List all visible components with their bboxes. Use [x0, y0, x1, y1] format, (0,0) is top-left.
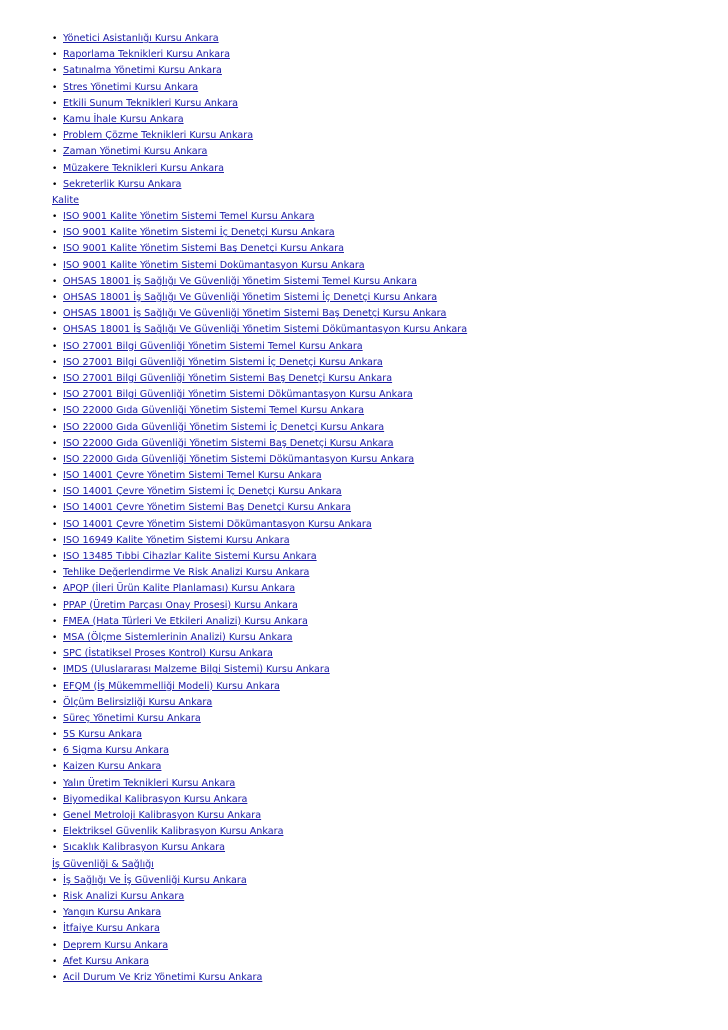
bullet-icon: •	[52, 293, 58, 303]
course-link[interactable]: ISO 27001 Bilgi Güvenliği Yönetim Sistemi Baş Denetçi Kursu Ankara	[63, 372, 393, 384]
bullet-icon: •	[52, 665, 58, 676]
bullet-icon: •	[52, 584, 58, 595]
bullet-icon: •	[52, 632, 58, 643]
list-item	[52, 80, 712, 96]
course-link[interactable]: Sıcaklık Kalibrasyon Kursu Ankara	[63, 842, 226, 854]
bullet-icon: •	[52, 891, 58, 902]
course-link[interactable]: OHSAS 18001 İş Sağlığı Ve Güvenliği Yönetim Sistemi İç Denetçi Kursu Ankara	[63, 292, 438, 303]
course-link[interactable]: ISO 27001 Bilgi Güvenliği Yönetim Sistemi Dökümantasyon Kursu Ankara	[63, 389, 413, 401]
bullet-icon: •	[52, 681, 58, 692]
course-link[interactable]: Kaizen Kursu Ankara	[63, 761, 162, 773]
course-link[interactable]: Risk Analizi Kursu Ankara	[63, 890, 185, 902]
course-link[interactable]: OHSAS 18001 İş Sağlığı Ve Güvenliği Yönetim Sistemi Dökümantasyon Kursu Ankara	[63, 324, 468, 336]
course-link[interactable]: ISO 9001 Kalite Yönetim Sistemi İç Denetçi Kursu Ankara	[63, 227, 335, 239]
list-item	[52, 873, 712, 889]
bullet-icon: •	[52, 50, 58, 61]
list-item	[52, 808, 712, 824]
bullet-icon: •	[52, 794, 58, 805]
list-item	[52, 500, 712, 516]
list-item	[52, 776, 712, 792]
course-link[interactable]: Tehlike Değerlendirme Ve Risk Analizi Kursu Ankara	[63, 567, 310, 579]
list-item	[52, 258, 712, 274]
list-item	[52, 63, 712, 79]
list-item	[52, 436, 712, 452]
course-link[interactable]: Zaman Yönetimi Kursu Ankara	[63, 146, 208, 158]
course-link[interactable]: ISO 27001 Bilgi Güvenliği Yönetim Sistemi Temel Kursu Ankara	[63, 340, 363, 352]
course-link[interactable]: ISO 9001 Kalite Yönetim Sistemi Dokümantasyon Kursu Ankara	[63, 259, 365, 271]
list-item	[52, 128, 712, 144]
bullet-icon: •	[52, 940, 58, 951]
bullet-icon: •	[52, 260, 58, 271]
bullet-icon: •	[52, 341, 58, 352]
course-link[interactable]: SPC (İstatiksel Proses Kontrol) Kursu Ankara	[63, 648, 273, 660]
course-link[interactable]: ISO 9001 Kalite Yönetim Sistemi Temel Kursu Ankara	[63, 211, 315, 223]
list-item	[52, 452, 712, 468]
bullet-icon: •	[52, 924, 58, 935]
bullet-icon: •	[52, 276, 58, 287]
bullet-icon: •	[52, 212, 58, 223]
list-item	[52, 371, 712, 387]
list-item	[52, 938, 712, 954]
list-item	[52, 144, 712, 160]
list-item	[52, 662, 712, 678]
bullet-icon: •	[52, 697, 58, 708]
list-item	[52, 484, 712, 500]
course-link[interactable]: PPAP (Üretim Parçası Onay Prosesi) Kursu Ankara	[63, 599, 298, 611]
list-item	[52, 322, 712, 338]
course-link[interactable]: Deprem Kursu Ankara	[63, 939, 169, 951]
list-item	[52, 96, 712, 112]
bullet-icon: •	[52, 730, 58, 741]
course-link[interactable]: 5S Kursu Ankara	[63, 729, 142, 741]
bullet-icon: •	[52, 228, 58, 239]
list-item	[52, 565, 712, 581]
course-link[interactable]: Acil Durum Ve Kriz Yönetimi Kursu Ankara	[63, 971, 263, 983]
course-link[interactable]: ISO 14001 Çevre Yönetim Sistemi Dökümantasyon Kursu Ankara	[63, 518, 372, 530]
list-item	[52, 921, 712, 937]
list-item	[52, 517, 712, 533]
list-item	[52, 743, 712, 759]
bullet-icon: •	[52, 390, 58, 401]
bullet-icon: •	[52, 244, 58, 255]
section-heading	[52, 857, 712, 873]
course-link[interactable]: FMEA (Hata Türleri Ve Etkileri Analizi) Kursu Ankara	[63, 615, 308, 627]
list-item	[52, 177, 712, 193]
list-item	[52, 387, 712, 403]
bullet-icon: •	[52, 649, 58, 660]
section-heading-link[interactable]: İş Güvenliği & Sağlığı	[52, 858, 154, 870]
list-item	[52, 241, 712, 257]
bullet-icon: •	[52, 843, 58, 854]
course-link[interactable]: ISO 14001 Çevre Yönetim Sistemi Temel Kursu Ankara	[63, 470, 322, 482]
course-link[interactable]: OHSAS 18001 İş Sağlığı Ve Güvenliği Yönetim Sistemi Temel Kursu Ankara	[63, 275, 417, 287]
course-link[interactable]: Afet Kursu Ankara	[63, 955, 150, 967]
course-link[interactable]: ISO 9001 Kalite Yönetim Sistemi Baş Denetçi Kursu Ankara	[63, 243, 344, 255]
bullet-icon: •	[52, 373, 58, 384]
bullet-icon: •	[52, 114, 58, 125]
bullet-icon: •	[52, 438, 58, 449]
course-link[interactable]: ISO 22000 Gıda Güvenliği Yönetim Sistemi Baş Denetçi Kursu Ankara	[63, 437, 394, 449]
bullet-icon: •	[52, 875, 58, 886]
bullet-icon: •	[52, 325, 58, 336]
list-item	[52, 840, 712, 856]
list-item	[52, 646, 712, 662]
bullet-icon: •	[52, 147, 58, 158]
course-link[interactable]: ISO 13485 Tıbbi Cihazlar Kalite Sistemi Kursu Ankara	[63, 551, 317, 562]
bullet-icon: •	[52, 471, 58, 482]
bullet-icon: •	[52, 568, 58, 579]
list-item	[52, 679, 712, 695]
bullet-icon: •	[52, 82, 58, 93]
list-item	[52, 727, 712, 743]
course-link[interactable]: Satınalma Yönetimi Kursu Ankara	[63, 65, 222, 77]
course-link[interactable]: Raporlama Teknikleri Kursu Ankara	[63, 49, 230, 61]
bullet-icon: •	[52, 746, 58, 757]
list-item	[52, 225, 712, 241]
bullet-icon: •	[52, 908, 58, 919]
course-link[interactable]: Ölçüm Belirsizliği Kursu Ankara	[63, 696, 213, 708]
list-item	[52, 954, 712, 970]
list-item	[52, 533, 712, 549]
list-item	[52, 695, 712, 711]
list-item	[52, 306, 712, 322]
bullet-icon: •	[52, 309, 58, 320]
course-link[interactable]: ISO 14001 Çevre Yönetim Sistemi Baş Denetçi Kursu Ankara	[63, 502, 352, 514]
bullet-icon: •	[52, 827, 58, 838]
course-link[interactable]: Yangın Kursu Ankara	[63, 907, 162, 919]
list-item	[52, 549, 712, 565]
list-item	[52, 970, 712, 986]
bullet-icon: •	[52, 713, 58, 724]
course-link[interactable]: Biyomedikal Kalibrasyon Kursu Ankara	[63, 793, 248, 805]
list-item	[52, 355, 712, 371]
course-link[interactable]: OHSAS 18001 İş Sağlığı Ve Güvenliği Yönetim Sistemi Baş Denetçi Kursu Ankara	[63, 308, 447, 320]
course-link[interactable]: Stres Yönetimi Kursu Ankara	[63, 81, 199, 93]
list-item	[52, 792, 712, 808]
course-link[interactable]: Yönetici Asistanlığı Kursu Ankara	[63, 33, 219, 44]
course-link[interactable]: 6 Sigma Kursu Ankara	[63, 745, 169, 757]
bullet-icon: •	[52, 762, 58, 773]
bullet-icon: •	[52, 503, 58, 514]
bullet-icon: •	[52, 600, 58, 611]
bullet-icon: •	[52, 956, 58, 967]
course-link[interactable]: APQP (İleri Ürün Kalite Planlaması) Kursu Ankara	[63, 583, 296, 595]
section-heading	[52, 193, 712, 209]
bullet-icon: •	[52, 34, 58, 44]
list-item	[52, 598, 712, 614]
list-item	[52, 711, 712, 727]
course-link[interactable]: Süreç Yönetimi Kursu Ankara	[63, 712, 201, 724]
bullet-icon: •	[52, 535, 58, 546]
bullet-icon: •	[52, 616, 58, 627]
list-item	[52, 274, 712, 290]
course-link[interactable]: Sekreterlik Kursu Ankara	[63, 178, 182, 190]
bullet-icon: •	[52, 972, 58, 983]
course-link[interactable]: İtfaiye Kursu Ankara	[63, 923, 160, 935]
course-link[interactable]: Etkili Sunum Teknikleri Kursu Ankara	[63, 97, 239, 109]
list-item	[52, 47, 712, 63]
list-item	[52, 209, 712, 225]
course-link[interactable]: ISO 14001 Çevre Yönetim Sistemi İç Denetçi Kursu Ankara	[63, 486, 342, 498]
bullet-icon: •	[52, 163, 58, 174]
course-link[interactable]: ISO 16949 Kalite Yönetim Sistemi Kursu Ankara	[63, 534, 290, 546]
course-link[interactable]: Kamu İhale Kursu Ankara	[63, 113, 184, 125]
list-item	[52, 339, 712, 355]
bullet-icon: •	[52, 406, 58, 417]
list-item	[52, 420, 712, 436]
bullet-icon: •	[52, 778, 58, 789]
course-link[interactable]: ISO 22000 Gıda Güvenliği Yönetim Sistemi Dökümantasyon Kursu Ankara	[63, 453, 415, 465]
course-link[interactable]: ISO 27001 Bilgi Güvenliği Yönetim Sistemi İç Denetçi Kursu Ankara	[63, 356, 383, 368]
course-link[interactable]: Elektriksel Güvenlik Kalibrasyon Kursu Ankara	[63, 826, 284, 838]
bullet-icon: •	[52, 519, 58, 530]
bullet-icon: •	[52, 811, 58, 821]
bullet-icon: •	[52, 66, 58, 77]
list-item	[52, 403, 712, 419]
bullet-icon: •	[52, 98, 58, 109]
list-item	[52, 161, 712, 177]
course-link[interactable]: Yalın Üretim Teknikleri Kursu Ankara	[63, 777, 236, 789]
bullet-icon: •	[52, 487, 58, 498]
course-link[interactable]: ISO 22000 Gıda Güvenliği Yönetim Sistemi Temel Kursu Ankara	[63, 405, 365, 417]
bullet-icon: •	[52, 357, 58, 368]
list-item	[52, 581, 712, 597]
list-item	[52, 889, 712, 905]
list-item	[52, 468, 712, 484]
list-item	[52, 905, 712, 921]
section-heading-link[interactable]: Kalite	[52, 194, 79, 206]
bullet-icon: •	[52, 179, 58, 190]
bullet-icon: •	[52, 422, 58, 433]
bullet-icon: •	[52, 454, 58, 465]
list-item	[52, 31, 712, 47]
course-link[interactable]: EFQM (İş Mükemmelliği Modeli) Kursu Ankara	[63, 680, 280, 692]
course-link[interactable]: Genel Metroloji Kalibrasyon Kursu Ankara	[63, 810, 262, 821]
course-link[interactable]: MSA (Ölçme Sistemlerinin Analizi) Kursu Ankara	[63, 631, 293, 643]
list-item	[52, 112, 712, 128]
bullet-icon: •	[52, 552, 58, 562]
course-link[interactable]: Müzakere Teknikleri Kursu Ankara	[63, 162, 224, 174]
list-item	[52, 290, 712, 306]
course-link[interactable]: İş Sağlığı Ve İş Güvenliği Kursu Ankara	[63, 874, 247, 886]
course-link[interactable]: Problem Çözme Teknikleri Kursu Ankara	[63, 130, 254, 142]
course-link[interactable]: IMDS (Uluslararası Malzeme Bilgi Sistemi) Kursu Ankara	[63, 664, 330, 676]
list-item	[52, 759, 712, 775]
bullet-icon: •	[52, 131, 58, 142]
course-link[interactable]: ISO 22000 Gıda Güvenliği Yönetim Sistemi İç Denetçi Kursu Ankara	[63, 421, 385, 433]
course-link-list	[52, 31, 712, 986]
list-item	[52, 630, 712, 646]
list-item	[52, 824, 712, 840]
list-item	[52, 614, 712, 630]
